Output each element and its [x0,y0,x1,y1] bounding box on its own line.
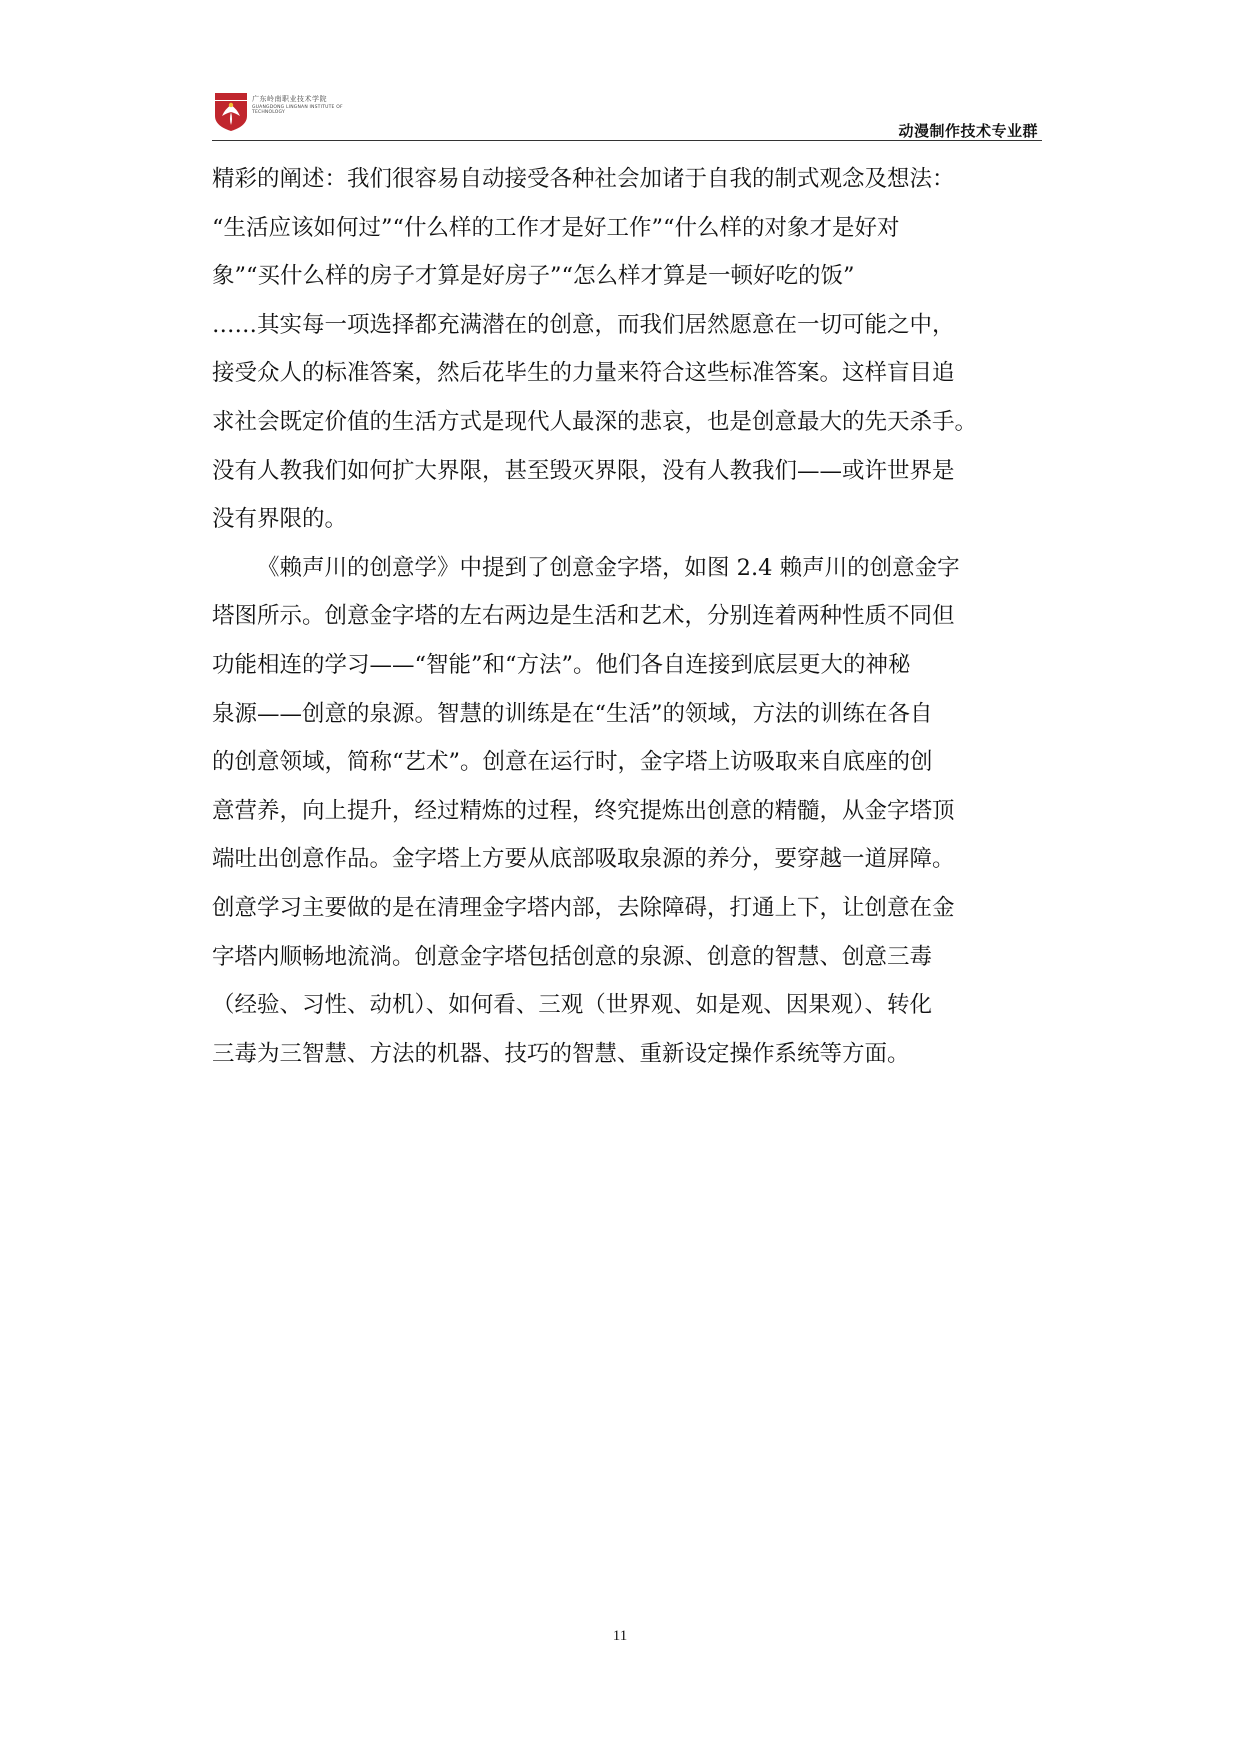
text-line: 字塔内顺畅地流淌。创意金字塔包括创意的泉源、创意的智慧、创意三毒 [212,943,933,970]
text-line: 意营养，向上提升，经过精炼的过程，终究提炼出创意的精髓，从金字塔顶 [212,797,955,824]
text-line: “生活应该如何过”“什么样的工作才是好工作”“什么样的对象才是好对 [212,214,900,241]
body-text [212,155,1042,1078]
text-line: 端吐出创意作品。金字塔上方要从底部吸取泉源的养分，要穿越一道屏障。 [212,846,955,873]
text-line: 三毒为三智慧、方法的机器、技巧的智慧、重新设定操作系统等方面。 [212,1040,910,1067]
text-line: 《赖声川的创意学》中提到了创意金字塔，如图 2.4 赖声川的创意金字 [257,554,960,581]
page-number: 11 [612,1628,628,1644]
text-line: 精彩的阐述：我们很容易自动接受各种社会加诸于自我的制式观念及想法： [212,166,955,192]
text-line: 接受众人的标准答案，然后花毕生的力量来符合这些标准答案。这样盲目追 [212,360,955,387]
text-line: （经验、习性、动机）、如何看、三观（世界观、如是观、因果观）、转化 [212,992,933,1019]
page-header [212,88,1042,141]
text-line: ……其实每一项选择都充满潜在的创意，而我们居然愿意在一切可能之中， [212,311,955,338]
institution-logo [214,88,364,134]
text-line: 没有界限的。 [212,506,348,533]
text-line: 求社会既定价值的生活方式是现代人最深的悲哀，也是创意最大的先天杀手。 [212,408,978,435]
logo-english-name: GUANGDONG LINGNAN INSTITUTE OF TECHNOLOGY [252,105,343,115]
text-line: 泉源——创意的泉源。智慧的训练是在“生活”的领域，方法的训练在各自 [212,700,933,727]
text-line: 象”“买什么样的房子才算是好房子”“怎么样才算是一顿好吃的饭” [212,263,855,290]
logo-text [252,96,364,115]
text-line: 创意学习主要做的是在清理金字塔内部，去除障碍，打通上下，让创意在金 [212,894,955,921]
logo-chinese-name: 广东岭南职业技术学院 [252,95,327,103]
text-line: 没有人教我们如何扩大界限，甚至毁灭界限，没有人教我们——或许世界是 [212,457,955,484]
text-line: 功能相连的学习——“智能”和“方法”。他们各自连接到底层更大的神秘 [212,651,911,678]
college-emblem-icon [214,92,248,132]
header-title: 动漫制作技术专业群 [898,122,1038,140]
text-line: 塔图所示。创意金字塔的左右两边是生活和艺术，分别连着两种性质不同但 [212,603,955,630]
text-line: 的创意领域，简称“艺术”。创意在运行时，金字塔上访吸取来自底座的创 [212,749,933,776]
